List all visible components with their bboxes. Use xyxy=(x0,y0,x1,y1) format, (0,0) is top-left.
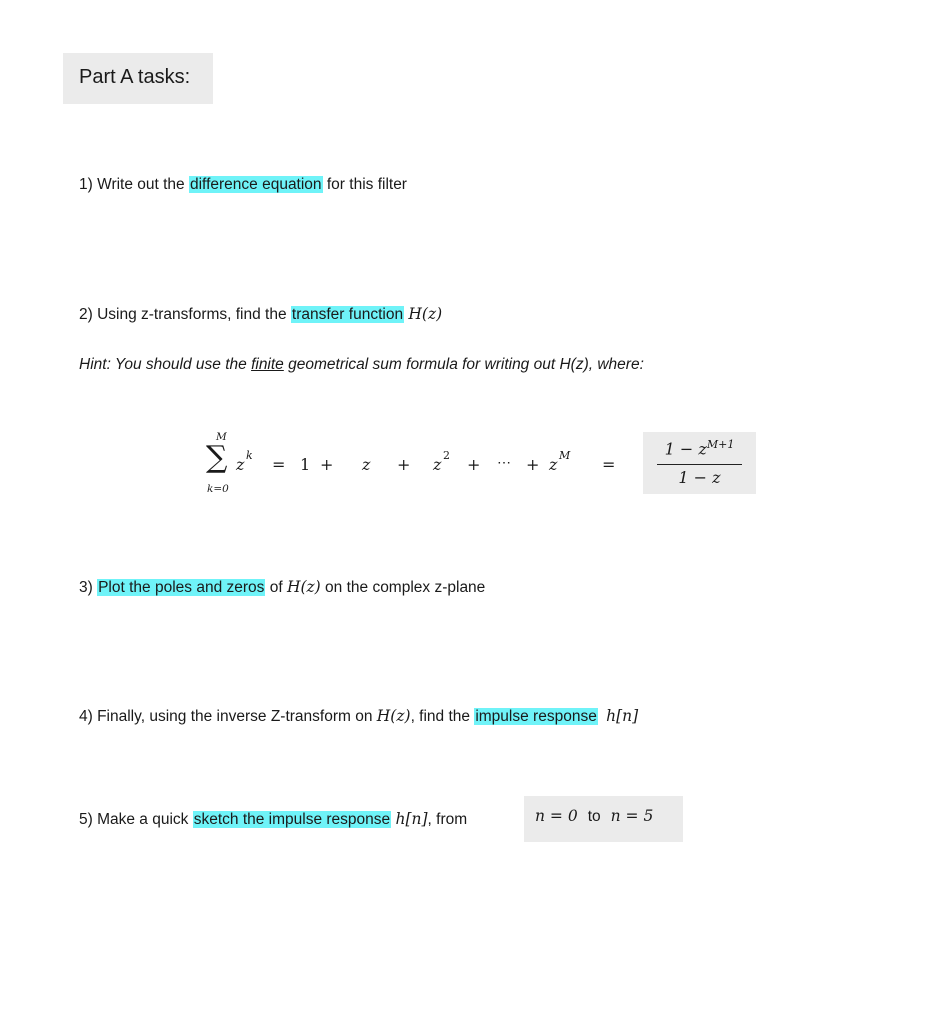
task-2-highlight: transfer function xyxy=(291,306,404,323)
task-3-math: H(z) xyxy=(286,578,321,596)
term-z2-exponent: 2 xyxy=(443,449,450,462)
hint-suffix: geometrical sum formula for writing out H(z), where: xyxy=(283,356,644,373)
task-3-mid: of xyxy=(265,579,287,596)
task-3-highlight: Plot the poles and zeros xyxy=(98,579,265,596)
task-5-suffix: , from xyxy=(427,811,468,828)
task-5-prefix: 5) Make a quick xyxy=(79,811,193,828)
fraction-bar xyxy=(657,464,742,465)
hint-prefix: Hint: You should use the xyxy=(79,356,252,373)
range-box xyxy=(524,796,683,842)
fraction-numerator-exponent: M+1 xyxy=(706,438,735,451)
sigma-symbol: ∑ xyxy=(206,440,228,475)
task-4-math-2: h[n] xyxy=(606,707,639,725)
range-start: n = 0 xyxy=(535,807,578,825)
task-5-highlight: sketch the impulse response xyxy=(193,811,391,828)
task-1-prefix: 1) Write out the xyxy=(79,176,189,193)
task-4-prefix: 4) Finally, using the inverse Z-transform on xyxy=(79,708,377,725)
task-2-prefix: 2) Using z-transforms, find the xyxy=(79,306,291,323)
task-4 xyxy=(79,705,638,728)
task-3-suffix: on the complex z-plane xyxy=(320,579,486,596)
page-title-text: Part A tasks: xyxy=(79,66,191,88)
task-4-mid: , find the xyxy=(410,708,475,725)
equals-1: = xyxy=(272,455,286,474)
task-2 xyxy=(79,303,442,326)
plus-2: + xyxy=(397,455,411,474)
sum-lower-limit: k=0 xyxy=(207,483,229,495)
fraction-numerator xyxy=(643,438,756,458)
fraction-denominator xyxy=(643,468,756,487)
fraction-box xyxy=(643,432,756,494)
task-3-prefix: 3) xyxy=(79,579,98,596)
term-1: 1 xyxy=(300,455,311,474)
range-to: to xyxy=(587,808,601,825)
equals-2: = xyxy=(602,455,616,474)
term-zM-exponent: M xyxy=(559,449,571,462)
plus-4: + xyxy=(526,455,540,474)
term-zM: z xyxy=(549,455,558,474)
task-1-suffix: for this filter xyxy=(322,176,407,193)
task-1-highlight: difference equation xyxy=(189,176,322,193)
task-2-math: H(z) xyxy=(408,305,443,323)
plus-3: + xyxy=(467,455,481,474)
ellipsis: ⋯ xyxy=(497,455,511,471)
hint-underlined: finite xyxy=(251,356,284,373)
sum-upper-limit: M xyxy=(216,431,227,443)
term-z2: z xyxy=(433,455,442,474)
fraction-denominator-text: 1 − z xyxy=(678,468,721,487)
task-5-math: h[n] xyxy=(395,810,428,828)
summand-exponent: k xyxy=(246,449,253,462)
task-5 xyxy=(79,808,467,831)
task-3 xyxy=(79,576,485,599)
range-end: n = 5 xyxy=(610,807,654,825)
hint xyxy=(79,356,644,374)
plus-1: + xyxy=(320,455,334,474)
task-4-highlight: impulse response xyxy=(475,708,597,725)
task-1 xyxy=(79,174,407,196)
page-title xyxy=(63,53,213,104)
fraction-numerator-base: 1 − z xyxy=(664,439,707,459)
term-z: z xyxy=(362,455,371,474)
summand: z xyxy=(236,455,245,474)
task-4-math: H(z) xyxy=(376,707,411,725)
